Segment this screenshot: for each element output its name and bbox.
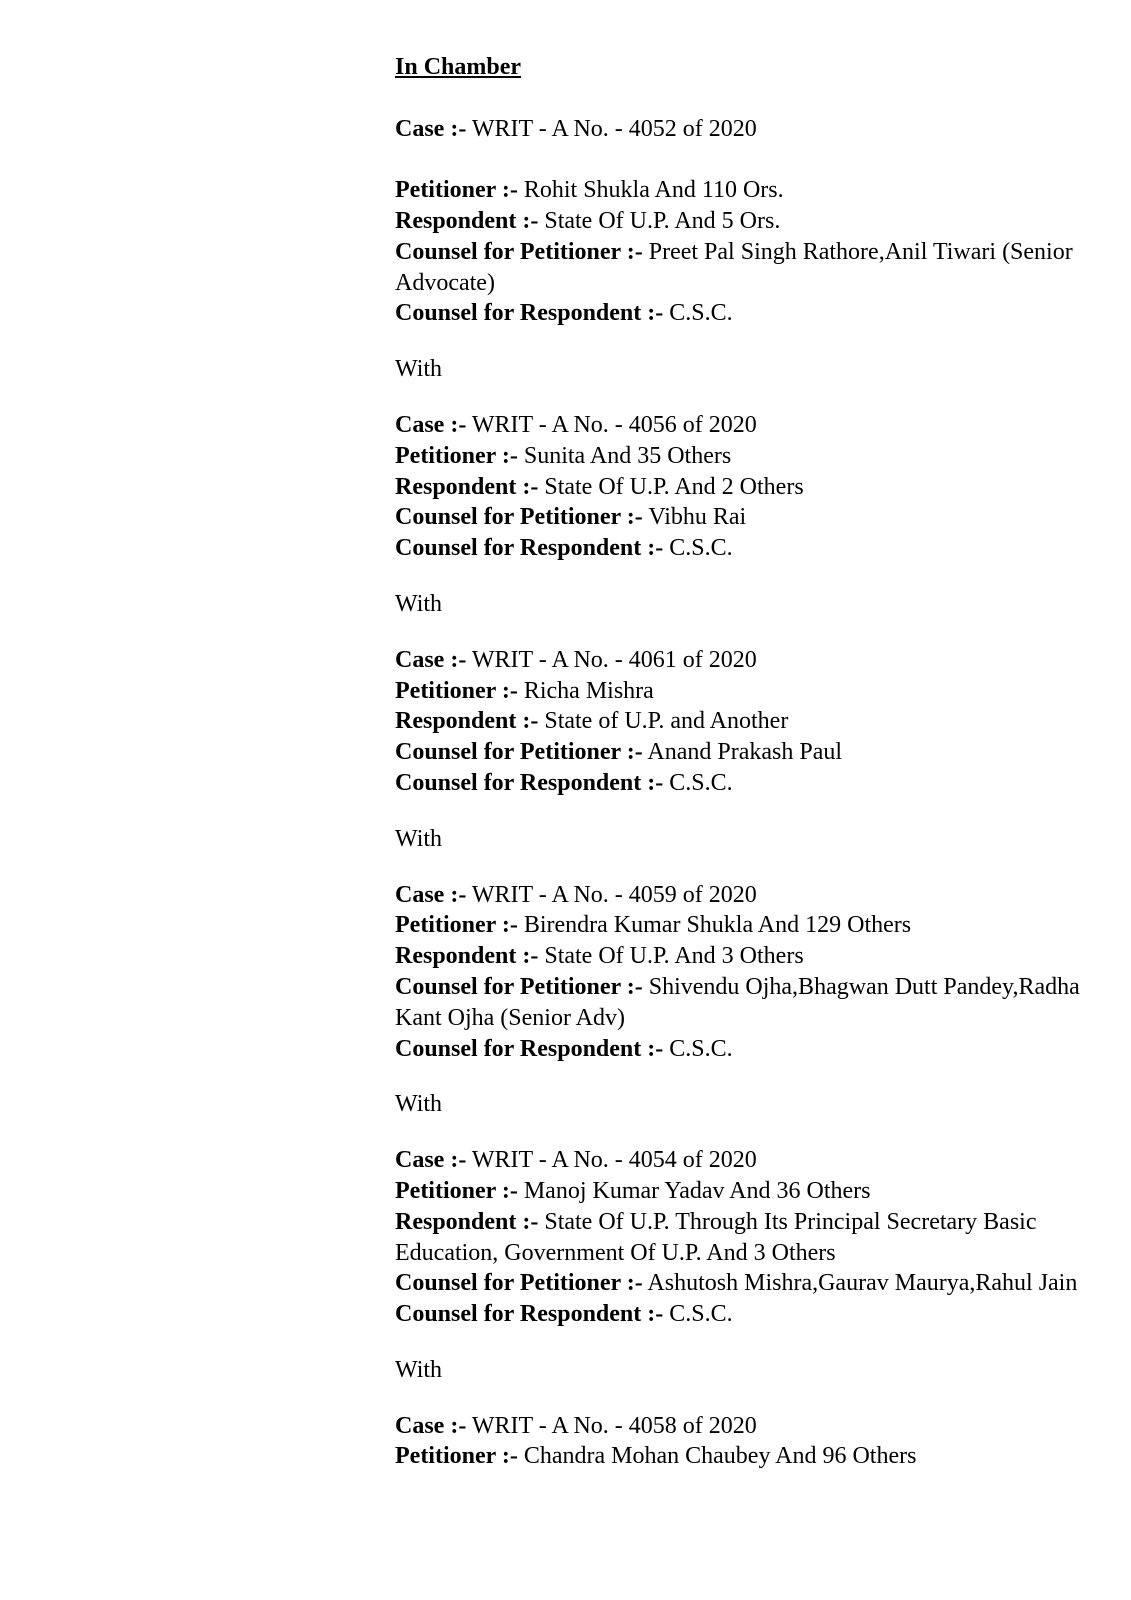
case-block (395, 1411, 1095, 1473)
with-separator: With (395, 1356, 443, 1383)
case-number-line (395, 1145, 1095, 1176)
counsel-petitioner-label: Counsel for Petitioner :- (395, 238, 643, 265)
case-number-line (395, 410, 1095, 441)
counsel-respondent-label: Counsel for Respondent :- (395, 300, 664, 327)
case-label: Case :- (395, 646, 467, 673)
counsel-petitioner-value: Vibhu Rai (648, 504, 747, 531)
counsel-respondent-label: Counsel for Respondent :- (395, 1035, 664, 1062)
counsel-respondent-label: Counsel for Respondent :- (395, 769, 664, 796)
counsel-petitioner-value: Preet Pal Singh Rathore,Anil Tiwari (Senior Advocate) (395, 238, 1073, 296)
respondent-line (395, 941, 1095, 972)
petitioner-label: Petitioner :- (395, 177, 518, 204)
case-block (395, 880, 1095, 1065)
respondent-line (395, 472, 1095, 503)
counsel-petitioner-line (395, 737, 1095, 768)
case-label: Case :- (395, 115, 467, 142)
case-number-line (395, 645, 1095, 676)
counsel-petitioner-value: Ashutosh Mishra,Gaurav Maurya,Rahul Jain (647, 1270, 1078, 1297)
respondent-label: Respondent :- (395, 473, 539, 500)
petitioner-value: Richa Mishra (523, 677, 654, 704)
counsel-respondent-value: C.S.C. (669, 1035, 733, 1062)
case-number: WRIT - A No. - 4061 of 2020 (471, 646, 757, 673)
petitioner-line (395, 1441, 1095, 1472)
respondent-line (395, 1207, 1095, 1269)
case-block (395, 645, 1095, 799)
petitioner-value: Sunita And 35 Others (523, 442, 732, 469)
counsel-respondent-value: C.S.C. (669, 769, 733, 796)
respondent-label: Respondent :- (395, 207, 539, 234)
case-number: WRIT - A No. - 4052 of 2020 (471, 115, 757, 142)
petitioner-line (395, 676, 1095, 707)
counsel-respondent-label: Counsel for Respondent :- (395, 535, 664, 562)
counsel-respondent-value: C.S.C. (669, 300, 733, 327)
counsel-respondent-line (395, 1034, 1095, 1065)
respondent-label: Respondent :- (395, 943, 539, 970)
counsel-petitioner-line (395, 1268, 1095, 1299)
counsel-respondent-line (395, 1299, 1095, 1330)
respondent-label: Respondent :- (395, 1208, 539, 1235)
case-block (395, 114, 1095, 330)
counsel-respondent-value: C.S.C. (669, 535, 733, 562)
with-separator: With (395, 1091, 443, 1118)
counsel-respondent-line (395, 533, 1095, 564)
case-label: Case :- (395, 1412, 467, 1439)
counsel-petitioner-line (395, 502, 1095, 533)
counsel-respondent-label: Counsel for Respondent :- (395, 1301, 664, 1328)
respondent-value: State Of U.P. And 3 Others (544, 943, 804, 970)
counsel-petitioner-label: Counsel for Petitioner :- (395, 973, 643, 1000)
with-separator: With (395, 590, 443, 617)
petitioner-line (395, 175, 1095, 206)
petitioner-value: Chandra Mohan Chaubey And 96 Others (523, 1443, 917, 1470)
case-block (395, 1145, 1095, 1330)
case-number: WRIT - A No. - 4058 of 2020 (471, 1412, 757, 1439)
counsel-petitioner-line (395, 237, 1095, 299)
counsel-petitioner-value: Anand Prakash Paul (647, 739, 843, 766)
case-block (395, 410, 1095, 564)
with-separator: With (395, 356, 443, 383)
counsel-petitioner-label: Counsel for Petitioner :- (395, 504, 643, 531)
case-number-line (395, 880, 1095, 911)
petitioner-value: Rohit Shukla And 110 Ors. (523, 177, 784, 204)
respondent-line (395, 706, 1095, 737)
counsel-respondent-line (395, 768, 1095, 799)
petitioner-value: Manoj Kumar Yadav And 36 Others (523, 1177, 871, 1204)
case-number: WRIT - A No. - 4054 of 2020 (471, 1147, 757, 1174)
petitioner-line (395, 1176, 1095, 1207)
counsel-petitioner-value: Shivendu Ojha,Bhagwan Dutt Pandey,Radha Kant Ojha (Senior Adv) (395, 973, 1080, 1031)
petitioner-value: Birendra Kumar Shukla And 129 Others (523, 912, 912, 939)
counsel-petitioner-label: Counsel for Petitioner :- (395, 1270, 643, 1297)
petitioner-label: Petitioner :- (395, 1443, 518, 1470)
counsel-petitioner-line (395, 972, 1095, 1034)
counsel-respondent-value: C.S.C. (669, 1301, 733, 1328)
respondent-value: State Of U.P. And 2 Others (544, 473, 804, 500)
document-page (395, 52, 1095, 1472)
case-number: WRIT - A No. - 4059 of 2020 (471, 881, 757, 908)
case-number-line (395, 1411, 1095, 1442)
counsel-respondent-line (395, 298, 1095, 329)
page-heading: In Chamber (395, 54, 522, 80)
case-label: Case :- (395, 1147, 467, 1174)
petitioner-label: Petitioner :- (395, 912, 518, 939)
case-number: WRIT - A No. - 4056 of 2020 (471, 411, 757, 438)
petitioner-line (395, 910, 1095, 941)
case-number-line (395, 114, 1095, 145)
respondent-value: State of U.P. and Another (544, 708, 789, 735)
respondent-line (395, 206, 1095, 237)
respondent-value: State Of U.P. Through Its Principal Secretary Basic Education, Government Of U.P. And 3 Others (395, 1208, 1037, 1266)
petitioner-label: Petitioner :- (395, 677, 518, 704)
petitioner-line (395, 441, 1095, 472)
case-label: Case :- (395, 411, 467, 438)
petitioner-label: Petitioner :- (395, 1177, 518, 1204)
with-separator: With (395, 825, 443, 852)
case-label: Case :- (395, 881, 467, 908)
petitioner-label: Petitioner :- (395, 442, 518, 469)
respondent-label: Respondent :- (395, 708, 539, 735)
respondent-value: State Of U.P. And 5 Ors. (544, 207, 781, 234)
counsel-petitioner-label: Counsel for Petitioner :- (395, 739, 643, 766)
